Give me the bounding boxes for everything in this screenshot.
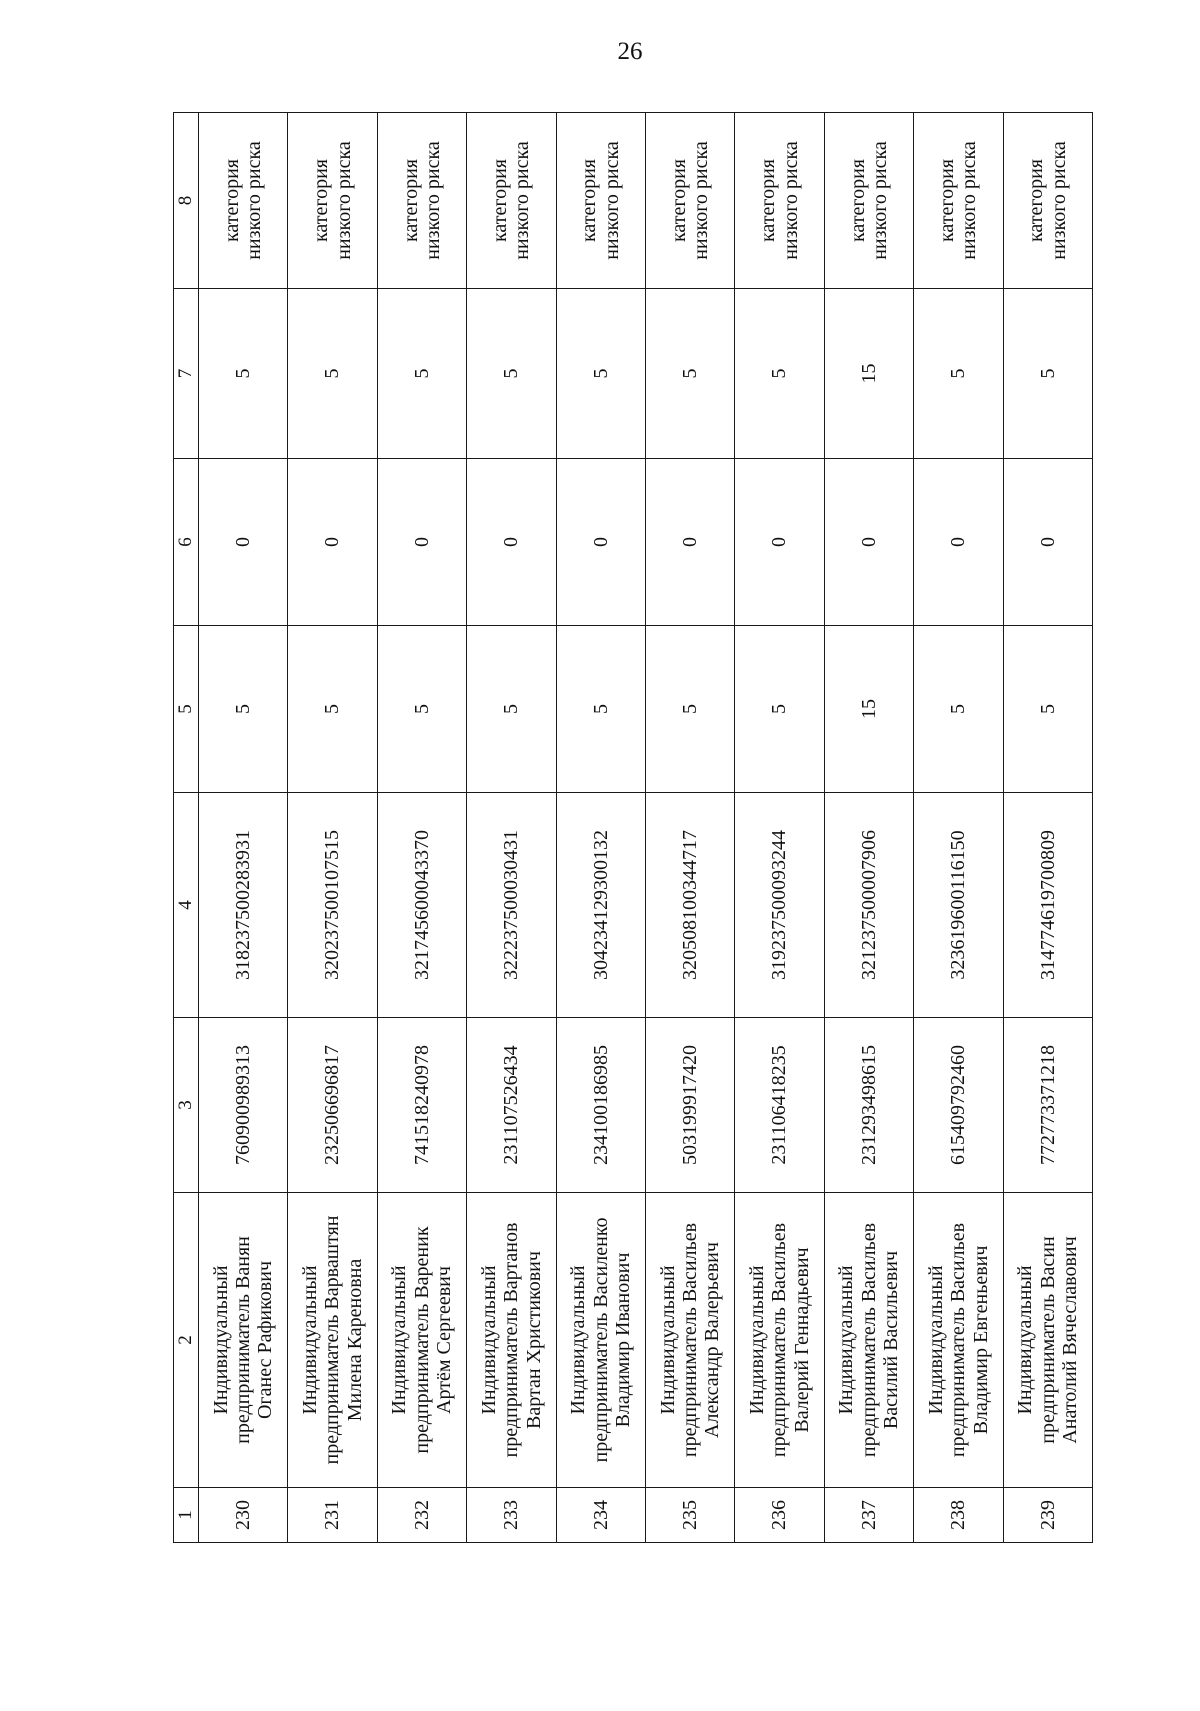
table-row bbox=[735, 113, 824, 1543]
registry-table-container bbox=[173, 113, 1093, 1543]
column-6-cell: 0 bbox=[1003, 459, 1092, 626]
column-7-cell: 5 bbox=[288, 289, 377, 459]
column-7-cell: 5 bbox=[467, 289, 556, 459]
column-number-row bbox=[174, 113, 199, 1543]
row-number-cell: 232 bbox=[377, 1488, 466, 1543]
ogrn-cell: 321745600043370 bbox=[377, 793, 466, 1018]
column-7-cell: 5 bbox=[556, 289, 645, 459]
column-number: 5 bbox=[174, 626, 199, 793]
risk-category-cell-line: низкого риска bbox=[332, 141, 355, 260]
inn-cell: 760900989313 bbox=[199, 1018, 288, 1193]
entrepreneur-name-cell-line: Индивидуальный bbox=[567, 1265, 590, 1415]
entrepreneur-name-cell-line: предприниматель Варваштян bbox=[321, 1215, 344, 1465]
ogrn-cell: 320237500107515 bbox=[288, 793, 377, 1018]
row-number-cell: 233 bbox=[467, 1488, 556, 1543]
risk-category-cell-line: низкого риска bbox=[511, 141, 534, 260]
entrepreneur-name-cell-line: предприниматель Ванян bbox=[232, 1236, 254, 1444]
risk-category-cell-line: категория bbox=[399, 159, 422, 242]
column-5-cell: 5 bbox=[556, 626, 645, 793]
entrepreneur-name-cell-line: Вартан Христикович bbox=[522, 1251, 545, 1429]
row-number-cell: 238 bbox=[914, 1488, 1003, 1543]
column-6-cell: 0 bbox=[288, 459, 377, 626]
column-number: 2 bbox=[174, 1193, 199, 1488]
risk-category-cell-line: низкого риска bbox=[1047, 141, 1070, 260]
risk-category-cell bbox=[645, 113, 734, 289]
column-5-cell: 5 bbox=[199, 626, 288, 793]
risk-category-cell-line: категория bbox=[757, 159, 780, 242]
table-row bbox=[824, 113, 913, 1543]
risk-category-cell-line: категория bbox=[220, 159, 243, 242]
column-5-cell: 5 bbox=[1003, 626, 1092, 793]
inn-cell: 615409792460 bbox=[914, 1018, 1003, 1193]
entrepreneur-name-cell-line: предприниматель Вартанов bbox=[500, 1222, 523, 1458]
risk-category-cell bbox=[467, 113, 556, 289]
risk-category-cell bbox=[556, 113, 645, 289]
column-5-cell: 5 bbox=[288, 626, 377, 793]
entrepreneur-name-cell bbox=[199, 1193, 288, 1488]
entrepreneur-name-cell-line: Индивидуальный bbox=[745, 1265, 768, 1415]
inn-cell: 503199917420 bbox=[645, 1018, 734, 1193]
entrepreneur-name-cell-line: Анатолий Вячеславович bbox=[1058, 1236, 1081, 1444]
entrepreneur-name-cell bbox=[914, 1193, 1003, 1488]
column-6-cell: 0 bbox=[735, 459, 824, 626]
entrepreneur-name-cell bbox=[735, 1193, 824, 1488]
entrepreneur-name-cell-line: Индивидуальный bbox=[299, 1265, 321, 1415]
table-body bbox=[199, 113, 1093, 1543]
risk-category-cell-line: низкого риска bbox=[243, 141, 266, 260]
column-7-cell: 5 bbox=[645, 289, 734, 459]
column-7-cell: 5 bbox=[199, 289, 288, 459]
table-row bbox=[645, 113, 734, 1543]
risk-category-cell-line: категория bbox=[578, 159, 601, 242]
entrepreneur-name-cell bbox=[556, 1193, 645, 1488]
entrepreneur-name-cell-line: Индивидуальный bbox=[924, 1265, 947, 1415]
inn-cell: 741518240978 bbox=[377, 1018, 466, 1193]
entrepreneur-name-cell-line: предприниматель Васильев bbox=[947, 1222, 970, 1458]
risk-category-cell-line: низкого риска bbox=[779, 141, 802, 260]
column-6-cell: 0 bbox=[199, 459, 288, 626]
entrepreneur-name-cell-line: предприниматель Васильев bbox=[857, 1222, 880, 1458]
column-number: 3 bbox=[174, 1018, 199, 1193]
column-5-cell: 5 bbox=[467, 626, 556, 793]
risk-category-cell-line: категория bbox=[846, 159, 869, 242]
row-number-cell: 236 bbox=[735, 1488, 824, 1543]
entrepreneur-name-cell-line: Индивидуальный bbox=[209, 1265, 232, 1415]
entrepreneur-name-cell bbox=[645, 1193, 734, 1488]
column-5-cell: 15 bbox=[824, 626, 913, 793]
entrepreneur-name-cell-line: Индивидуальный bbox=[1014, 1265, 1037, 1415]
entrepreneur-name-cell-line: предприниматель Василенко bbox=[589, 1217, 612, 1463]
row-number-cell: 230 bbox=[199, 1488, 288, 1543]
column-7-cell: 5 bbox=[1003, 289, 1092, 459]
risk-category-cell bbox=[377, 113, 466, 289]
column-7-cell: 5 bbox=[914, 289, 1003, 459]
risk-category-cell-line: категория bbox=[667, 159, 690, 242]
table-row bbox=[556, 113, 645, 1543]
column-number: 8 bbox=[174, 113, 199, 289]
entrepreneur-name-cell bbox=[467, 1193, 556, 1488]
inn-cell: 231106418235 bbox=[735, 1018, 824, 1193]
entrepreneur-name-cell bbox=[824, 1193, 913, 1488]
inn-cell: 231293498615 bbox=[824, 1018, 913, 1193]
ogrn-cell: 304234129300132 bbox=[556, 793, 645, 1018]
column-7-cell: 5 bbox=[735, 289, 824, 459]
table-row bbox=[467, 113, 556, 1543]
risk-category-cell bbox=[914, 113, 1003, 289]
risk-category-cell-line: категория bbox=[488, 159, 511, 242]
risk-category-cell-line: низкого риска bbox=[958, 141, 981, 260]
ogrn-cell: 322237500030431 bbox=[467, 793, 556, 1018]
entrepreneur-name-cell bbox=[288, 1193, 377, 1488]
risk-category-cell bbox=[1003, 113, 1092, 289]
table-row bbox=[377, 113, 466, 1543]
risk-category-cell-line: низкого риска bbox=[421, 141, 444, 260]
entrepreneur-name-cell-line: Индивидуальный bbox=[835, 1265, 858, 1415]
risk-category-cell-line: категория bbox=[1025, 159, 1048, 242]
entrepreneur-name-cell-line: Василий Васильевич bbox=[880, 1250, 903, 1430]
entrepreneur-name-cell-line: Индивидуальный bbox=[656, 1265, 679, 1415]
row-number-cell: 231 bbox=[288, 1488, 377, 1543]
column-6-cell: 0 bbox=[467, 459, 556, 626]
registry-table bbox=[173, 112, 1093, 1543]
row-number-cell: 237 bbox=[824, 1488, 913, 1543]
entrepreneur-name-cell-line: Александр Валерьевич bbox=[701, 1242, 724, 1438]
ogrn-cell: 321237500007906 bbox=[824, 793, 913, 1018]
entrepreneur-name-cell-line: Индивидуальный bbox=[388, 1265, 411, 1415]
inn-cell: 772773371218 bbox=[1003, 1018, 1092, 1193]
entrepreneur-name-cell-line: Милена Кареновна bbox=[343, 1258, 366, 1422]
column-6-cell: 0 bbox=[645, 459, 734, 626]
column-6-cell: 0 bbox=[377, 459, 466, 626]
entrepreneur-name-cell-line: Индивидуальный bbox=[477, 1265, 500, 1415]
entrepreneur-name-cell-line: Артём Сергеевич bbox=[433, 1266, 456, 1414]
risk-category-cell-line: категория bbox=[310, 159, 333, 242]
table-row bbox=[199, 113, 288, 1543]
ogrn-cell: 314774619700809 bbox=[1003, 793, 1092, 1018]
ogrn-cell: 318237500283931 bbox=[199, 793, 288, 1018]
inn-cell: 231107526434 bbox=[467, 1018, 556, 1193]
row-number-cell: 235 bbox=[645, 1488, 734, 1543]
entrepreneur-name-cell bbox=[377, 1193, 466, 1488]
inn-cell: 234100186985 bbox=[556, 1018, 645, 1193]
column-5-cell: 5 bbox=[914, 626, 1003, 793]
table-row bbox=[288, 113, 377, 1543]
column-number: 6 bbox=[174, 459, 199, 626]
column-number: 4 bbox=[174, 793, 199, 1018]
column-5-cell: 5 bbox=[645, 626, 734, 793]
column-7-cell: 15 bbox=[824, 289, 913, 459]
row-number-cell: 234 bbox=[556, 1488, 645, 1543]
entrepreneur-name-cell-line: предприниматель Васильев bbox=[768, 1222, 791, 1458]
entrepreneur-name-cell-line: предприниматель Васин bbox=[1036, 1236, 1059, 1444]
page-number: 26 bbox=[617, 38, 643, 65]
column-7-cell: 5 bbox=[377, 289, 466, 459]
risk-category-cell-line: низкого риска bbox=[690, 141, 713, 260]
risk-category-cell-line: низкого риска bbox=[868, 141, 891, 260]
entrepreneur-name-cell bbox=[1003, 1193, 1092, 1488]
column-number: 1 bbox=[174, 1488, 199, 1543]
column-6-cell: 0 bbox=[824, 459, 913, 626]
inn-cell: 232506696817 bbox=[288, 1018, 377, 1193]
entrepreneur-name-cell-line: Оганес Рафикович bbox=[254, 1260, 277, 1420]
entrepreneur-name-cell-line: Владимир Евгеньевич bbox=[969, 1245, 992, 1435]
row-number-cell: 239 bbox=[1003, 1488, 1092, 1543]
risk-category-cell-line: низкого риска bbox=[600, 141, 623, 260]
table-row bbox=[914, 113, 1003, 1543]
column-5-cell: 5 bbox=[735, 626, 824, 793]
risk-category-cell bbox=[735, 113, 824, 289]
ogrn-cell: 319237500093244 bbox=[735, 793, 824, 1018]
risk-category-cell bbox=[824, 113, 913, 289]
risk-category-cell-line: категория bbox=[935, 159, 958, 242]
column-6-cell: 0 bbox=[556, 459, 645, 626]
column-number: 7 bbox=[174, 289, 199, 459]
column-5-cell: 5 bbox=[377, 626, 466, 793]
risk-category-cell bbox=[199, 113, 288, 289]
entrepreneur-name-cell-line: Валерий Геннадьевич bbox=[790, 1247, 813, 1433]
risk-category-cell bbox=[288, 113, 377, 289]
column-6-cell: 0 bbox=[914, 459, 1003, 626]
table-row bbox=[1003, 113, 1092, 1543]
ogrn-cell: 320508100344717 bbox=[645, 793, 734, 1018]
entrepreneur-name-cell-line: предприниматель Вареник bbox=[410, 1226, 433, 1454]
entrepreneur-name-cell-line: Владимир Иванович bbox=[611, 1252, 634, 1428]
entrepreneur-name-cell-line: предприниматель Васильев bbox=[678, 1222, 701, 1458]
ogrn-cell: 323619600116150 bbox=[914, 793, 1003, 1018]
